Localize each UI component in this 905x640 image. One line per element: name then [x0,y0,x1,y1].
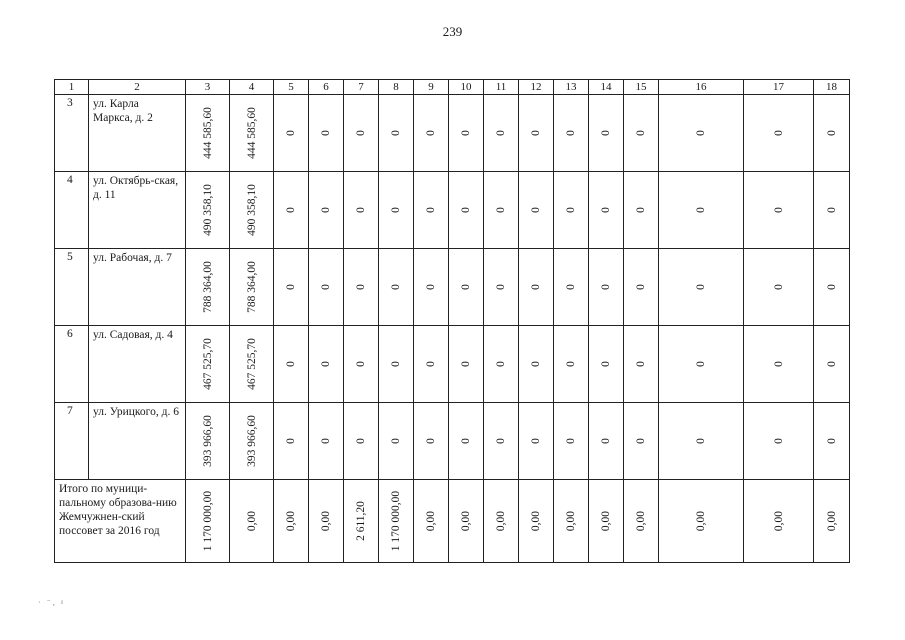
zero-cell [344,95,379,172]
zero-cell-text: 0 [285,207,297,213]
zero-cell [814,403,850,480]
page-number: 239 [442,24,463,39]
amount-cell-text: 393 966,60 [201,415,214,467]
header-row [55,80,850,95]
total-label: Итого по муници-пальному образова-нию Жемчужнен-ский поссовет за 2016 год [55,480,186,563]
column-header: 5 [274,80,309,95]
zero-cell [414,403,449,480]
zero-cell-text: 0 [285,284,297,290]
total-row [55,480,850,563]
zero-cell-text: 0 [285,438,297,444]
zero-cell [274,326,309,403]
zero-cell-text: 0 [320,438,332,444]
row-address: ул. Рабочая, д. 7 [89,249,186,326]
zero-cell [624,326,659,403]
column-header: 17 [744,80,814,95]
zero-cell [379,249,414,326]
zero-cell [814,172,850,249]
zero-cell-text: 0 [695,207,707,213]
zero-cell [659,95,744,172]
zero-cell-text: 0 [600,361,612,367]
scan-artifact: · ⁻, ᵡ [38,598,66,607]
zero-cell [624,403,659,480]
zero-cell [449,249,484,326]
amount-cell [230,172,274,249]
zero-cell-text: 0 [495,130,507,136]
zero-cell [554,403,589,480]
column-header: 8 [379,80,414,95]
zero-cell [554,249,589,326]
total-cell [624,480,659,563]
zero-cell [624,95,659,172]
zero-cell-text: 0 [565,207,577,213]
zero-cell-text: 0 [460,207,472,213]
total-cell-text: 0,00 [320,510,332,532]
column-header: 3 [186,80,230,95]
row-address: ул. Садовая, д. 4 [89,326,186,403]
zero-cell [449,403,484,480]
amount-cell [230,249,274,326]
zero-cell-text: 0 [495,207,507,213]
zero-cell-text: 0 [825,130,838,136]
amount-cell [186,172,230,249]
column-header: 14 [589,80,624,95]
zero-cell-text: 0 [565,130,577,136]
row-number: 5 [55,249,89,326]
zero-cell [414,249,449,326]
zero-cell-text: 0 [390,438,402,444]
zero-cell [814,326,850,403]
column-header: 1 [55,80,89,95]
total-cell [519,480,554,563]
total-cell [230,480,274,563]
amount-cell [230,326,274,403]
total-cell-text: 0,00 [825,510,838,532]
total-cell [554,480,589,563]
zero-cell-text: 0 [772,130,785,136]
zero-cell [554,95,589,172]
zero-cell-text: 0 [530,361,542,367]
amount-cell [186,249,230,326]
zero-cell-text: 0 [635,361,647,367]
zero-cell-text: 0 [565,438,577,444]
total-cell [484,480,519,563]
row-address: ул. Октябрь-ская, д. 11 [89,172,186,249]
zero-cell [659,249,744,326]
zero-cell [449,172,484,249]
amount-cell-text: 467 525,70 [245,338,258,390]
zero-cell [814,95,850,172]
zero-cell [814,249,850,326]
zero-cell-text: 0 [600,284,612,290]
zero-cell-text: 0 [695,284,707,290]
zero-cell [309,95,344,172]
amount-cell-text: 444 585,60 [201,107,214,159]
row-address: ул. Урицкого, д. 6 [89,403,186,480]
zero-cell-text: 0 [772,284,785,290]
zero-cell-text: 0 [635,207,647,213]
zero-cell-text: 0 [425,284,437,290]
zero-cell-text: 0 [285,130,297,136]
total-cell-text: 0,00 [772,510,785,532]
zero-cell [274,249,309,326]
zero-cell-text: 0 [390,207,402,213]
zero-cell-text: 0 [460,438,472,444]
zero-cell [344,172,379,249]
zero-cell [414,326,449,403]
zero-cell-text: 0 [695,361,707,367]
zero-cell [589,95,624,172]
total-cell [379,480,414,563]
table-row [55,172,850,249]
column-header: 11 [484,80,519,95]
zero-cell [624,172,659,249]
column-header: 13 [554,80,589,95]
zero-cell [519,403,554,480]
zero-cell [379,95,414,172]
zero-cell [344,326,379,403]
column-header: 15 [624,80,659,95]
zero-cell-text: 0 [320,361,332,367]
zero-cell [744,249,814,326]
total-cell-text: 0,00 [530,510,542,532]
zero-cell-text: 0 [530,130,542,136]
zero-cell [624,249,659,326]
zero-cell [344,249,379,326]
total-cell [414,480,449,563]
table-row [55,95,850,172]
zero-cell-text: 0 [772,361,785,367]
column-header: 2 [89,80,186,95]
zero-cell [484,95,519,172]
row-number: 7 [55,403,89,480]
zero-cell-text: 0 [530,284,542,290]
zero-cell [274,172,309,249]
zero-cell-text: 0 [635,284,647,290]
total-cell-text: 0,00 [600,510,612,532]
column-header: 10 [449,80,484,95]
zero-cell-text: 0 [635,438,647,444]
zero-cell-text: 0 [495,361,507,367]
column-header: 18 [814,80,850,95]
zero-cell-text: 0 [425,361,437,367]
zero-cell [589,249,624,326]
zero-cell [309,326,344,403]
total-cell [449,480,484,563]
zero-cell-text: 0 [425,130,437,136]
zero-cell [484,249,519,326]
zero-cell-text: 0 [320,284,332,290]
zero-cell [379,326,414,403]
total-cell-text: 1 170 000,00 [201,490,214,552]
total-cell-text: 0,00 [460,510,472,532]
table-row [55,249,850,326]
amount-cell [186,326,230,403]
zero-cell [589,326,624,403]
zero-cell [484,403,519,480]
zero-cell-text: 0 [355,361,367,367]
amount-cell-text: 490 358,10 [201,184,214,236]
amount-cell-text: 788 364,00 [201,261,214,313]
total-cell-text: 1 170 000,00 [390,490,402,552]
row-number: 4 [55,172,89,249]
zero-cell [484,326,519,403]
zero-cell [414,95,449,172]
zero-cell [554,326,589,403]
amount-cell-text: 467 525,70 [201,338,214,390]
zero-cell [659,326,744,403]
zero-cell [344,403,379,480]
zero-cell [379,172,414,249]
total-cell-text: 2 611,20 [355,501,367,541]
total-cell [814,480,850,563]
total-cell-text: 0,00 [495,510,507,532]
zero-cell [309,249,344,326]
budget-table [54,79,850,563]
zero-cell-text: 0 [425,207,437,213]
total-cell-text: 0,00 [565,510,577,532]
column-header: 7 [344,80,379,95]
zero-cell-text: 0 [530,207,542,213]
zero-cell-text: 0 [635,130,647,136]
total-cell-text: 0,00 [285,510,297,532]
total-cell-text: 0,00 [425,510,437,532]
total-cell [274,480,309,563]
zero-cell-text: 0 [285,361,297,367]
zero-cell-text: 0 [460,284,472,290]
zero-cell-text: 0 [565,284,577,290]
column-header: 16 [659,80,744,95]
zero-cell [659,403,744,480]
amount-cell-text: 444 585,60 [245,107,258,159]
zero-cell [519,249,554,326]
zero-cell-text: 0 [320,207,332,213]
zero-cell-text: 0 [772,438,785,444]
zero-cell-text: 0 [320,130,332,136]
zero-cell [744,95,814,172]
zero-cell-text: 0 [600,438,612,444]
zero-cell [449,326,484,403]
zero-cell [744,403,814,480]
zero-cell [659,172,744,249]
amount-cell-text: 788 364,00 [245,261,258,313]
total-cell-text: 0,00 [245,510,258,532]
row-number: 6 [55,326,89,403]
total-cell [186,480,230,563]
amount-cell-text: 490 358,10 [245,184,258,236]
column-header: 6 [309,80,344,95]
zero-cell-text: 0 [530,438,542,444]
total-cell [659,480,744,563]
zero-cell-text: 0 [600,130,612,136]
zero-cell [309,403,344,480]
row-address: ул. Карла Маркса, д. 2 [89,95,186,172]
zero-cell [274,95,309,172]
column-header: 4 [230,80,274,95]
zero-cell [744,326,814,403]
table-body [55,95,850,563]
total-cell [309,480,344,563]
zero-cell [589,172,624,249]
zero-cell [449,95,484,172]
zero-cell-text: 0 [425,438,437,444]
column-header: 12 [519,80,554,95]
zero-cell [589,403,624,480]
zero-cell-text: 0 [825,361,838,367]
zero-cell-text: 0 [695,130,707,136]
zero-cell-text: 0 [460,130,472,136]
amount-cell [186,403,230,480]
zero-cell [519,95,554,172]
zero-cell [379,403,414,480]
zero-cell-text: 0 [355,438,367,444]
total-cell-text: 0,00 [695,510,707,532]
zero-cell-text: 0 [390,130,402,136]
zero-cell-text: 0 [825,438,838,444]
table-row [55,326,850,403]
zero-cell [519,326,554,403]
zero-cell-text: 0 [390,361,402,367]
zero-cell-text: 0 [825,207,838,213]
zero-cell-text: 0 [825,284,838,290]
zero-cell-text: 0 [355,284,367,290]
zero-cell [484,172,519,249]
amount-cell-text: 393 966,60 [245,415,258,467]
zero-cell-text: 0 [565,361,577,367]
zero-cell-text: 0 [495,438,507,444]
zero-cell [519,172,554,249]
amount-cell [186,95,230,172]
zero-cell [744,172,814,249]
amount-cell [230,95,274,172]
zero-cell-text: 0 [355,130,367,136]
column-header: 9 [414,80,449,95]
zero-cell [554,172,589,249]
table-row [55,403,850,480]
zero-cell-text: 0 [390,284,402,290]
row-number: 3 [55,95,89,172]
zero-cell-text: 0 [600,207,612,213]
zero-cell-text: 0 [772,207,785,213]
amount-cell [230,403,274,480]
total-cell [344,480,379,563]
zero-cell-text: 0 [695,438,707,444]
total-cell-text: 0,00 [635,510,647,532]
zero-cell-text: 0 [495,284,507,290]
zero-cell-text: 0 [460,361,472,367]
zero-cell [414,172,449,249]
zero-cell-text: 0 [355,207,367,213]
total-cell [589,480,624,563]
total-cell [744,480,814,563]
zero-cell [309,172,344,249]
zero-cell [274,403,309,480]
